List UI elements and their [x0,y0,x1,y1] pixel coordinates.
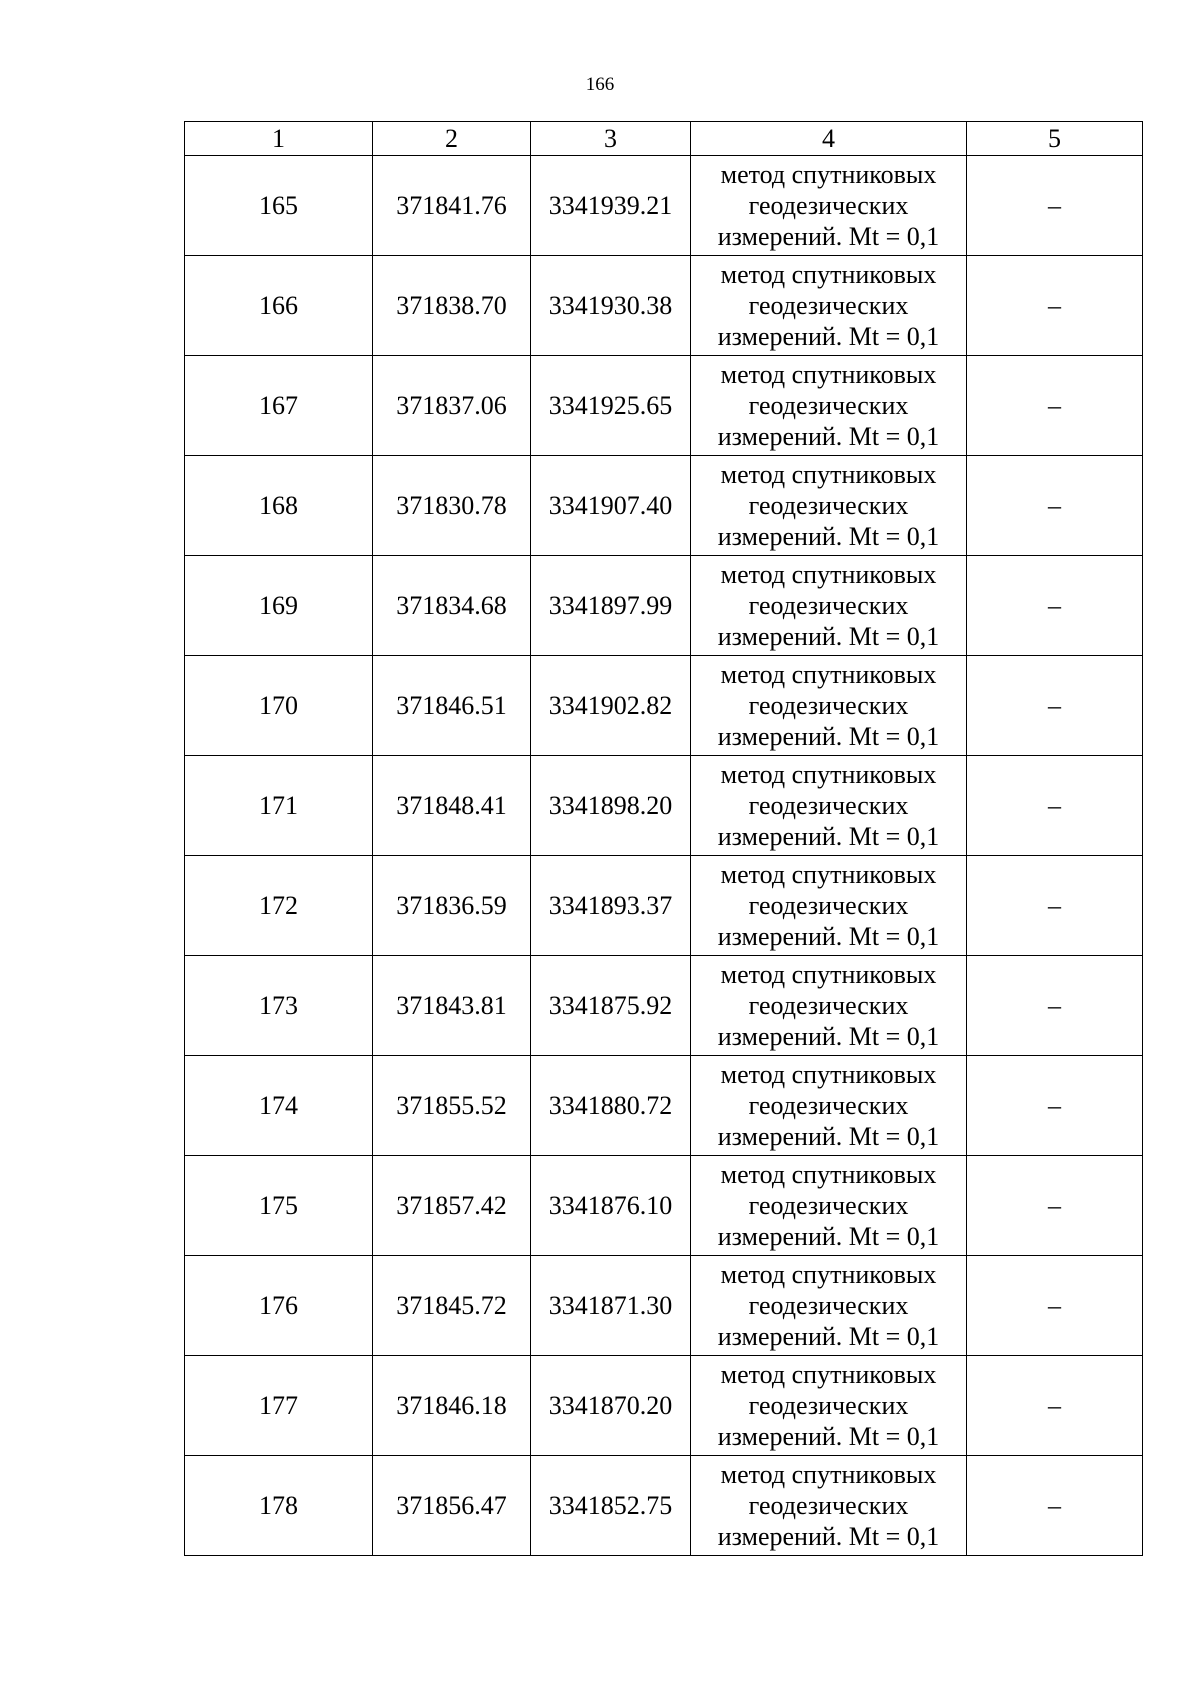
method-line: метод спутниковых [720,660,937,689]
coordinates-table [184,121,1143,1556]
table-row [185,156,1143,256]
x-coordinate-cell: 371834.68 [373,556,531,656]
y-coordinate-cell: 3341925.65 [531,356,691,456]
method-cell [691,656,967,756]
method-line: измерений. Mt = 0,1 [717,922,940,951]
method-cell [691,356,967,456]
method-line: геодезических [748,591,909,620]
header-col-3: 3 [531,122,691,156]
page-number: 166 [585,74,615,95]
note-cell: – [967,1456,1143,1556]
method-line: измерений. Mt = 0,1 [717,1322,940,1351]
method-line: измерений. Mt = 0,1 [717,1422,940,1451]
method-cell [691,256,967,356]
table-row [185,956,1143,1056]
method-cell [691,1356,967,1456]
header-row [185,122,1143,156]
y-coordinate-cell: 3341852.75 [531,1456,691,1556]
table-row [185,856,1143,956]
note-cell: – [967,1356,1143,1456]
method-line: измерений. Mt = 0,1 [717,1022,940,1051]
x-coordinate-cell: 371838.70 [373,256,531,356]
point-number-cell: 171 [185,756,373,856]
method-line: метод спутниковых [720,1460,937,1489]
point-number-cell: 167 [185,356,373,456]
y-coordinate-cell: 3341875.92 [531,956,691,1056]
note-cell: – [967,756,1143,856]
table-row [185,256,1143,356]
note-cell: – [967,156,1143,256]
note-cell: – [967,1156,1143,1256]
header-col-4: 4 [691,122,967,156]
method-line: метод спутниковых [720,260,937,289]
point-number-cell: 177 [185,1356,373,1456]
header-col-2: 2 [373,122,531,156]
point-number-cell: 176 [185,1256,373,1356]
method-line: измерений. Mt = 0,1 [717,322,940,351]
method-line: метод спутниковых [720,560,937,589]
method-cell [691,1256,967,1356]
table-row [185,1356,1143,1456]
note-cell: – [967,456,1143,556]
point-number-cell: 173 [185,956,373,1056]
method-cell [691,156,967,256]
table-row [185,656,1143,756]
header-col-1: 1 [185,122,373,156]
method-line: измерений. Mt = 0,1 [717,822,940,851]
point-number-cell: 170 [185,656,373,756]
method-line: геодезических [748,1391,909,1420]
method-line: геодезических [748,791,909,820]
method-line: метод спутниковых [720,860,937,889]
point-number-cell: 168 [185,456,373,556]
y-coordinate-cell: 3341897.99 [531,556,691,656]
method-cell [691,756,967,856]
method-line: метод спутниковых [720,1060,937,1089]
y-coordinate-cell: 3341870.20 [531,1356,691,1456]
x-coordinate-cell: 371846.51 [373,656,531,756]
table-row [185,1456,1143,1556]
method-line: геодезических [748,1091,909,1120]
method-line: измерений. Mt = 0,1 [717,622,940,651]
method-cell [691,1456,967,1556]
method-line: метод спутниковых [720,360,937,389]
y-coordinate-cell: 3341907.40 [531,456,691,556]
x-coordinate-cell: 371846.18 [373,1356,531,1456]
table-row [185,1256,1143,1356]
note-cell: – [967,956,1143,1056]
y-coordinate-cell: 3341893.37 [531,856,691,956]
method-line: метод спутниковых [720,1160,937,1189]
method-cell [691,1156,967,1256]
method-line: геодезических [748,1191,909,1220]
y-coordinate-cell: 3341880.72 [531,1056,691,1156]
x-coordinate-cell: 371843.81 [373,956,531,1056]
table-row [185,1056,1143,1156]
method-line: геодезических [748,191,909,220]
method-cell [691,956,967,1056]
method-line: метод спутниковых [720,1260,937,1289]
note-cell: – [967,256,1143,356]
x-coordinate-cell: 371857.42 [373,1156,531,1256]
note-cell: – [967,856,1143,956]
note-cell: – [967,656,1143,756]
x-coordinate-cell: 371855.52 [373,1056,531,1156]
point-number-cell: 172 [185,856,373,956]
method-line: измерений. Mt = 0,1 [717,1222,940,1251]
y-coordinate-cell: 3341930.38 [531,256,691,356]
method-cell [691,556,967,656]
method-cell [691,456,967,556]
method-cell [691,1056,967,1156]
x-coordinate-cell: 371837.06 [373,356,531,456]
x-coordinate-cell: 371836.59 [373,856,531,956]
method-line: геодезических [748,691,909,720]
point-number-cell: 166 [185,256,373,356]
method-line: метод спутниковых [720,460,937,489]
y-coordinate-cell: 3341871.30 [531,1256,691,1356]
point-number-cell: 178 [185,1456,373,1556]
x-coordinate-cell: 371830.78 [373,456,531,556]
note-cell: – [967,1256,1143,1356]
table-row [185,356,1143,456]
method-line: измерений. Mt = 0,1 [717,722,940,751]
x-coordinate-cell: 371856.47 [373,1456,531,1556]
y-coordinate-cell: 3341902.82 [531,656,691,756]
method-line: геодезических [748,291,909,320]
method-cell [691,856,967,956]
method-line: геодезических [748,991,909,1020]
method-line: геодезических [748,891,909,920]
table-row [185,456,1143,556]
note-cell: – [967,356,1143,456]
table-row [185,556,1143,656]
x-coordinate-cell: 371848.41 [373,756,531,856]
y-coordinate-cell: 3341939.21 [531,156,691,256]
method-line: измерений. Mt = 0,1 [717,522,940,551]
method-line: метод спутниковых [720,960,937,989]
note-cell: – [967,556,1143,656]
table-body [185,156,1143,1556]
x-coordinate-cell: 371841.76 [373,156,531,256]
y-coordinate-cell: 3341898.20 [531,756,691,856]
header-col-5: 5 [967,122,1143,156]
point-number-cell: 174 [185,1056,373,1156]
point-number-cell: 169 [185,556,373,656]
note-cell: – [967,1056,1143,1156]
method-line: геодезических [748,391,909,420]
point-number-cell: 175 [185,1156,373,1256]
method-line: измерений. Mt = 0,1 [717,1122,940,1151]
method-line: метод спутниковых [720,760,937,789]
method-line: метод спутниковых [720,1360,937,1389]
method-line: геодезических [748,491,909,520]
method-line: измерений. Mt = 0,1 [717,1522,940,1551]
method-line: геодезических [748,1491,909,1520]
method-line: измерений. Mt = 0,1 [717,422,940,451]
table-row [185,756,1143,856]
method-line: геодезических [748,1291,909,1320]
table-row [185,1156,1143,1256]
method-line: метод спутниковых [720,160,937,189]
method-line: измерений. Mt = 0,1 [717,222,940,251]
point-number-cell: 165 [185,156,373,256]
y-coordinate-cell: 3341876.10 [531,1156,691,1256]
x-coordinate-cell: 371845.72 [373,1256,531,1356]
